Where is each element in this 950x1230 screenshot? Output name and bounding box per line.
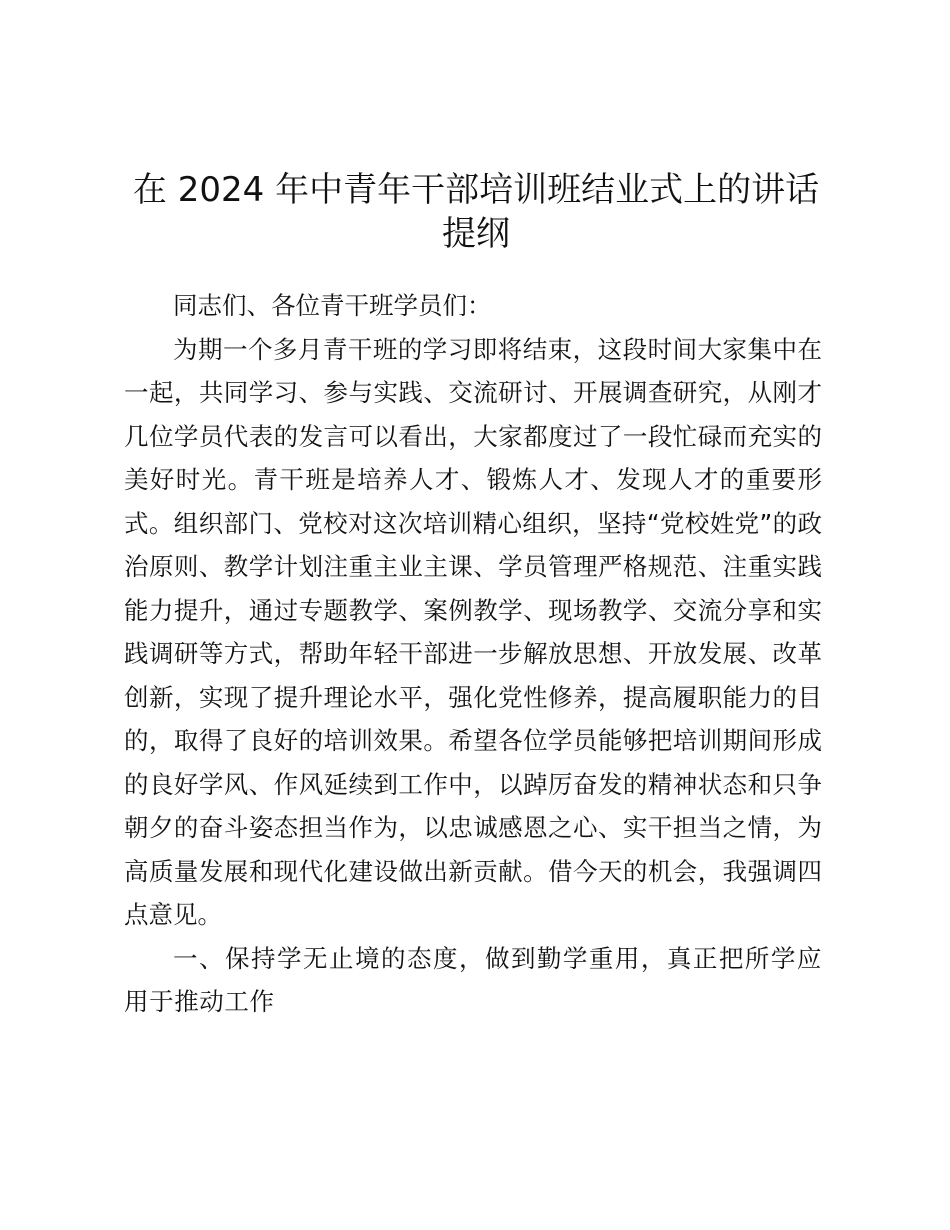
salutation: 同志们、各位青干班学员们： [173,291,492,320]
document-body [124,284,822,1024]
body-paragraph: 为期一个多月青干班的学习即将结束，这段时间大家集中在一起，共同学习、参与实践、交流研讨、开展调查研究，从刚才几位学员代表的发言可以看出，大家都度过了一段忙碌而充实的美好时光。青干班是培养人才、锻炼人才、发现人才的重要形式。组织部门、党校对这次培训精心组织，坚持“党校姓党”的政治原则、教学计划注重主业主课、学员管理严格规范、注重实践能力提升，通过专题教学、案例教学、现场教学、交流分享和实践调研等方式，帮助年轻干部进一步解放思想、开放发展、改革创新，实现了提升理论水平，强化党性修养，提高履职能力的目的，取得了良好的培训效果。希望各位学员能够把培训期间形成的良好学风、作风延续到工作中，以踔厉奋发的精神状态和只争朝夕的奋斗姿态担当作为，以忠诚感恩之心、实干担当之情，为高质量发展和现代化建设做出新贡献。借今天的机会，我强调四点意见。 [124,334,822,929]
section-heading: 一、保持学无止境的态度，做到勤学重用，真正把所学应用于推动工作 [124,943,822,1016]
document-title: 在 2024 年中青年干部培训班结业式上的讲话提纲 [132,170,820,254]
